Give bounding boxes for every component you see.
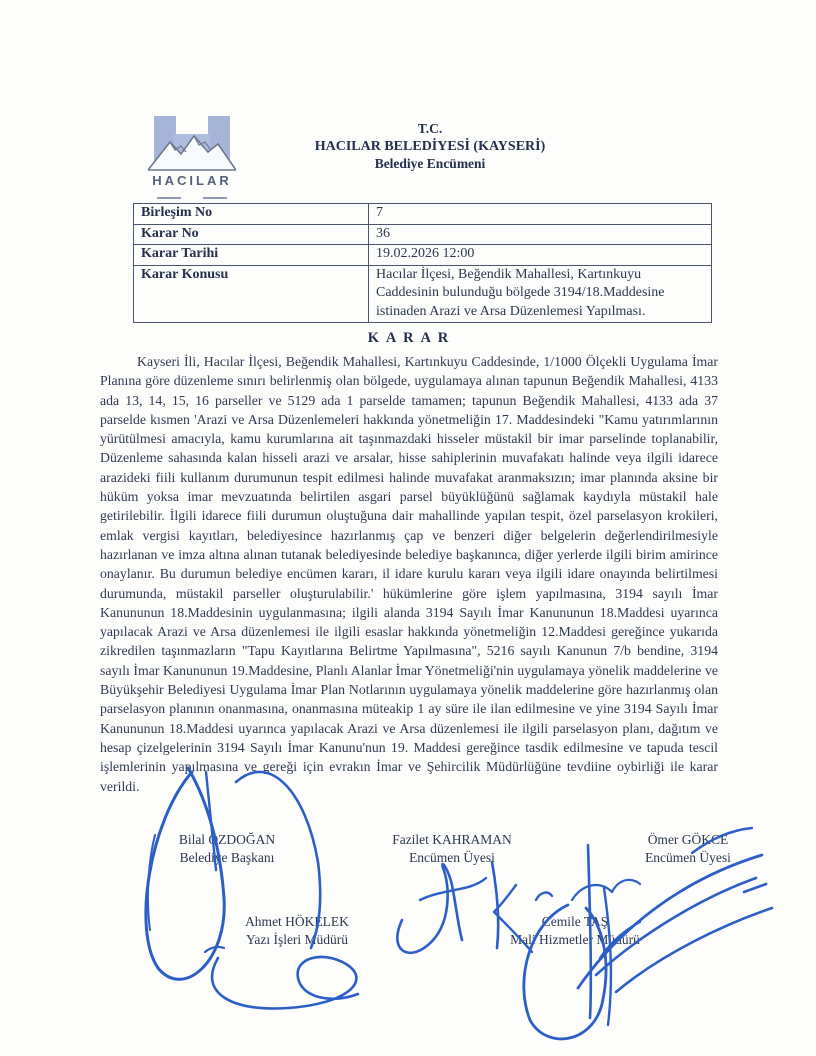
logo-underline-dashes [145, 197, 239, 199]
republic-title: T.C. [417, 121, 443, 136]
meta-label: Birleşim No [134, 204, 369, 225]
table-row [134, 224, 712, 245]
meta-value: 19.02.2026 12:00 [369, 245, 712, 266]
signature-block-clerk [207, 913, 387, 949]
decision-heading: K A R A R [367, 330, 451, 346]
signer-name: Ömer GÖKCE [647, 832, 729, 847]
signature-block-member-1 [362, 831, 542, 867]
meta-label: Karar Tarihi [134, 245, 369, 266]
municipality-title: HACILAR BELEDİYESİ (KAYSERİ) [314, 138, 546, 154]
signature-block-finance [480, 913, 670, 949]
meta-label: Karar No [134, 224, 369, 245]
meta-label: Karar Konusu [134, 265, 369, 323]
signer-title: Encümen Üyesi [645, 850, 731, 865]
meta-value: Hacılar İlçesi, Beğendik Mahallesi, Kartınkuyu Caddesinin bulunduğu bölgede 3194/18.Maddesine istinaden Arazi ve Arsa Düzenlemesi Yapılması. [369, 265, 712, 323]
decision-body: Kayseri İli, Hacılar İlçesi, Beğendik Mahallesi, Kartınkuyu Caddesinde, 1/1000 Ölçekli Uygulama İmar Planına göre düzenleme sınırı belirlenmiş olan bölgede, uygulamaya alınan tapunun Beğendik Mahallesi, 4133 ada 13, 14, 15, 16 parseller ve 5129 ada 1 parselde tamamen; tapunun Beğendik Mahallesi, 4133 ada 37 parselde kısmen 'Arazi ve Arsa Düzenlemeleri hakkında yönetmeliğin 17. Maddesindeki "Kamu yatırımlarının yürütülmesi amacıyla, kamu kurumlarına ait taşınmazdaki hisseler müstakil bir imar parselinde toplanabilir, Düzenleme sahasında kalan hisseli arazi ve arsalar, hisse sahiplerinin muvafakatı halinde veya ilgili idarece arazideki fiili kullanım durumunun tespit edilmesi halinde muvafakat aranmaksızın; imar planında aksine bir hüküm yoksa imar mevzuatında belirtilen asgari parsel büyüklüğünü sağlamak kaydıyla müstakil hale getirilebilir. İlgili idarece fiili durumun oluştuğuna dair mahallinde yapılan tespit, özel parselasyon krokileri, emlak vergisi kayıtları, belediyesince hazırlanmış çap ve benzeri diğer belgelerin değerlendirilmesiyle hazırlanan ve imza altına alınan tutanak belediyesinde belediye başkanınca, diğer yerlerde ilgili birim amirince onaylanır. Bu durumun belediye encümen kararı, il idare kurulu kararı veya ilgili idare onayında belirtilmesi durumunda, müstakil parseller oluşturulabilir.' hükümlerine göre işlem yapılmasına, 3194 sayılı İmar Kanununun 18.Maddesinin uygulanmasına; ilgili alanda 3194 Sayılı İmar Kanununun 18.Maddesi uyarınca yapılacak Arazi ve Arsa düzenlemesi ile ilgili esaslar hakkında yönetmeliğin 12.Maddesi gereğince yukarıda zikredilen taşınmazların "Tapu Kayıtlarına Belirtme Yapılmasına", 5216 sayılı Kanunun 7/b bendine, 3194 sayılı İmar Kanununun 19.Maddesine, Planlı Alanlar İmar Yönetmeliği'nin uygulamaya yönelik maddelerine ve Büyükşehir Belediyesi Uygulama İmar Plan Notlarının uygulamaya yönelik maddelerine göre hazırlanmış olan parselasyon planının onanmasına, onanmasına müteakip 1 ay süre ile ilan edilmesine ve yine 3194 Sayılı İmar Kanununun 18.Maddesi uyarınca yapılacak Arazi ve Arsa düzenlemesi ile ilgili parselasyon planı, dağıtım ve hesap çizelgelerinin 3194 Sayılı İmar Kanunu'nun 19. Maddesi gereğince tasdik edilmesine ve tapuda tescil işlemlerinin yapılmasına ve gereği için evrakın İmar ve Şehircilik Müdürlüğüne tevdiine oybirliği ile karar verildi. [100, 354, 718, 794]
signer-name: Bilal ÖZDOĞAN [178, 832, 276, 847]
table-row [134, 245, 712, 266]
decision-meta-table [133, 203, 712, 323]
signer-title: Belediye Başkanı [179, 850, 275, 865]
signer-title: Encümen Üyesi [409, 850, 495, 865]
signature-block-member-2 [598, 831, 778, 867]
table-row [134, 265, 712, 323]
signer-title: Yazı İşleri Müdürü [245, 932, 349, 947]
signature-block-mayor [137, 831, 317, 867]
logo-wordmark: HACILAR [152, 173, 232, 188]
letterhead [150, 120, 710, 173]
meta-value: 36 [369, 224, 712, 245]
signature-scribble-clerk [205, 947, 358, 1008]
council-title: Belediye Encümeni [374, 156, 486, 171]
table-row [134, 204, 712, 225]
signer-name: Ahmet HÖKELEK [245, 914, 349, 929]
signer-name: Fazilet KAHRAMAN [392, 832, 512, 847]
signer-name: Cemile TAŞ [541, 914, 609, 929]
meta-value: 7 [369, 204, 712, 225]
signer-title: Mali Hizmetler Müdürü [510, 932, 640, 947]
